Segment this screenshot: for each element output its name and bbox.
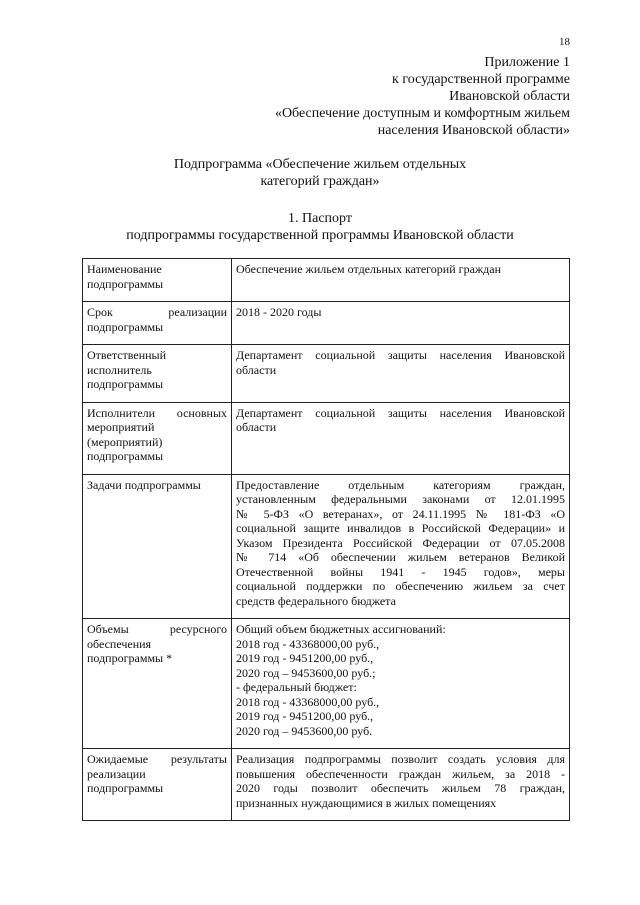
- appendix-line: населения Ивановской области»: [377, 123, 570, 138]
- row-label-cell: [83, 402, 232, 474]
- row-value-cell: [232, 302, 570, 345]
- row-value-line: области: [236, 362, 277, 377]
- row-value-line: - федеральный бюджет:: [236, 680, 357, 694]
- row-label-line: мероприятий: [87, 420, 155, 434]
- row-label-line: обеспечения: [87, 636, 152, 651]
- page-number: 18: [559, 36, 570, 48]
- subprogram-title-line: Подпрограмма «Обеспечение жильем отдельных: [173, 157, 467, 172]
- row-value-cell: [232, 749, 570, 821]
- row-label-line: Ответственный: [87, 348, 167, 362]
- row-value-line: социальной защите инвалидов в Российской Федерации» и: [236, 521, 565, 535]
- table-row: [83, 259, 570, 302]
- row-value-line: средств федерального бюджета: [236, 593, 396, 608]
- row-value-line: области: [236, 420, 277, 434]
- row-label-line: Ожидаемые результаты: [87, 752, 227, 766]
- passport-table-body: [83, 259, 570, 821]
- row-value-line: Отечественной войны 1941 - 1945 годов», меры: [236, 564, 565, 579]
- passport-table: [82, 258, 570, 821]
- table-row: [83, 345, 570, 403]
- row-value-line: Департамент социальной защиты населения Ивановской: [236, 405, 565, 420]
- table-row: [83, 402, 570, 474]
- appendix-heading: [275, 54, 570, 139]
- row-label-line: реализации: [87, 766, 146, 781]
- table-row: [83, 474, 570, 619]
- row-value-line: повышения обеспеченности граждан жильем, за 2018 -: [236, 766, 565, 781]
- row-label-line: Наименование: [87, 262, 162, 276]
- row-value-line: № 714 «Об обеспечении жильем ветеранов Великой: [236, 550, 565, 564]
- table-row: [83, 302, 570, 345]
- row-value-cell: [232, 345, 570, 403]
- subprogram-title-line: категорий граждан»: [260, 174, 380, 189]
- row-value-line: Предоставление отдельным категориям граждан,: [236, 477, 565, 492]
- row-label-line: Задачи подпрограммы: [87, 477, 201, 492]
- row-label-line: (мероприятий): [87, 434, 163, 449]
- row-value-line: Указом Президента Российской Федерации от 07.05.2008: [236, 535, 565, 550]
- row-value-cell: [232, 259, 570, 302]
- row-value-line: Обеспечение жильем отдельных категорий граждан: [236, 262, 502, 276]
- table-row: [83, 619, 570, 749]
- row-label-line: подпрограммы: [87, 449, 164, 463]
- row-value-line: Общий объем бюджетных ассигнований:: [236, 622, 446, 636]
- passport-title: [0, 210, 640, 244]
- row-label-line: подпрограммы: [87, 781, 164, 795]
- appendix-line: «Обеспечение доступным и комфортным жильем: [274, 106, 570, 121]
- row-value-line: 2020 год – 9453600,00 руб.: [236, 723, 373, 738]
- row-label-cell: [83, 259, 232, 302]
- row-value-line: 2020 год – 9453600,00 руб.;: [236, 665, 376, 680]
- row-label-line: Исполнители основных: [87, 405, 227, 420]
- row-label-line: Срок реализации: [87, 305, 227, 319]
- row-label-line: исполнитель: [87, 362, 152, 377]
- passport-title-line: 1. Паспорт: [288, 211, 352, 226]
- appendix-line: к государственной программе: [392, 72, 570, 87]
- row-value-line: социальной поддержки по обеспечению жильем за счет: [236, 579, 565, 593]
- row-value-line: 2018 год - 43368000,00 руб.,: [236, 694, 380, 709]
- row-label-cell: [83, 345, 232, 403]
- row-value-line: № 5-ФЗ «О ветеранах», от 24.11.1995 № 181-ФЗ «О: [236, 506, 565, 521]
- row-value-line: 2018 год - 43368000,00 руб.,: [236, 636, 380, 651]
- row-value-cell: [232, 474, 570, 619]
- row-value-line: 2020 годы позволит обеспечить жильем 78 граждан,: [236, 781, 565, 795]
- row-value-line: Реализация подпрограммы позволит создать условия для: [236, 752, 565, 766]
- row-value-line: 2019 год - 9451200,00 руб.,: [236, 709, 374, 723]
- row-value-line: установленным федеральными законами от 12.01.1995: [236, 492, 565, 506]
- row-label-cell: [83, 474, 232, 619]
- row-value-line: признанных нуждающимися в жилых помещениях: [236, 795, 497, 810]
- passport-title-line: подпрограммы государственной программы Ивановской области: [126, 228, 514, 243]
- subprogram-title: [0, 156, 640, 190]
- row-label-line: Объемы ресурсного: [87, 622, 227, 636]
- appendix-line: Ивановской области: [449, 89, 570, 104]
- table-row: [83, 749, 570, 821]
- row-value-line: Департамент социальной защиты населения Ивановской: [236, 348, 565, 362]
- row-value-line: 2018 - 2020 годы: [236, 305, 322, 319]
- row-value-cell: [232, 619, 570, 749]
- row-label-cell: [83, 302, 232, 345]
- row-label-cell: [83, 749, 232, 821]
- appendix-line: Приложение 1: [484, 55, 570, 70]
- row-label-cell: [83, 619, 232, 749]
- row-value-line: 2019 год - 9451200,00 руб.,: [236, 651, 374, 665]
- row-label-line: подпрограммы: [87, 276, 164, 291]
- row-label-line: подпрограммы: [87, 319, 164, 334]
- row-label-line: подпрограммы *: [87, 651, 173, 665]
- row-value-cell: [232, 402, 570, 474]
- row-label-line: подпрограммы: [87, 377, 164, 391]
